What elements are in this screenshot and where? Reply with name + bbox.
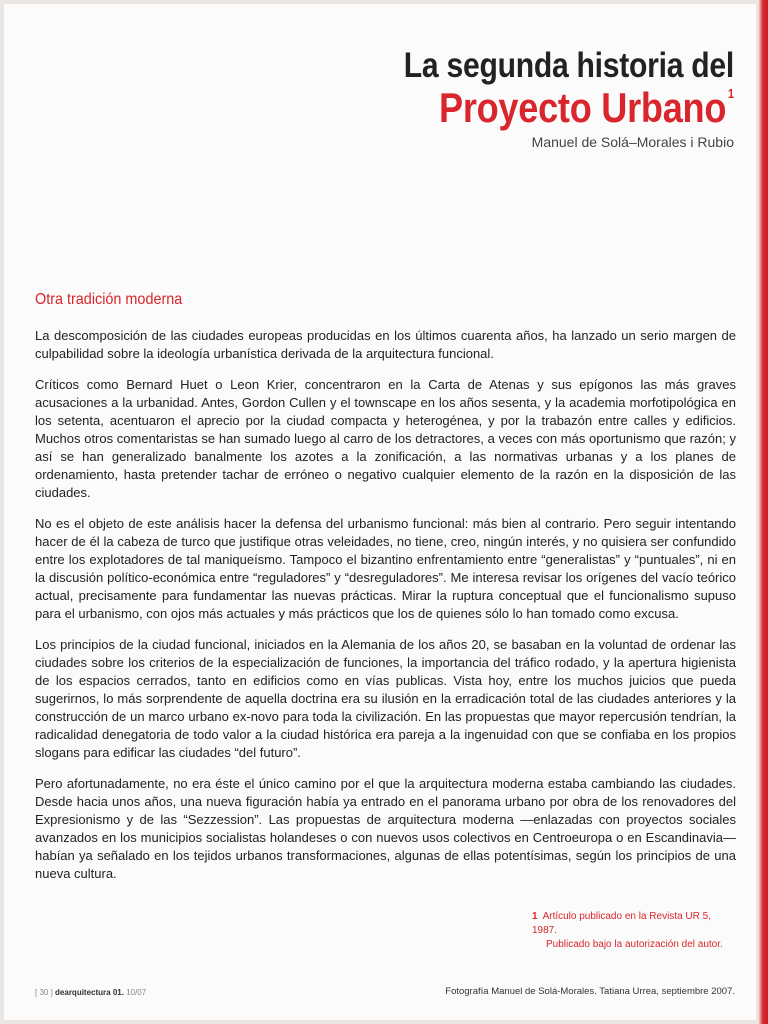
title-line-1: La segunda historia del bbox=[403, 46, 734, 85]
paragraph: La descomposición de las ciudades europeas producidas en los últimos cuarenta años, ha lanzado un serio margen de culpabilidad sobre la ideología urbanística derivada de la arquitectura funcional. bbox=[35, 328, 736, 361]
title-footnote-mark: 1 bbox=[728, 86, 734, 101]
page-edge-stripe bbox=[758, 0, 768, 1024]
footer-left bbox=[35, 988, 146, 997]
article-body bbox=[35, 327, 736, 896]
footnote bbox=[532, 910, 732, 952]
paragraph: Críticos como Bernard Huet o Leon Krier, concentraron en la Carta de Atenas y sus epígonos las más graves acusaciones a la urbanidad. Antes, Gordon Cullen y el townscape en los años sesenta, y la academia morfotipológica en los setenta, acentuaron el aprecio por la ciudad compacta y heterogénea, y por la trabazón entre calles y edificios. Muchos otros comentaristas se han sumado luego al carro de los detractores, a veces con más oportunismo que razón; y así se han generalizado banalmente los azotes a la zonificación, a las normativas urbanas y a los planes de ordenamiento, hasta pretender tachar de erróneo o negativo cualquier elemento de la razón en la disposición de las ciudades. bbox=[35, 377, 736, 500]
paragraph: Los principios de la ciudad funcional, iniciados en la Alemania de los años 20, se basaban en la voluntad de ordenar las ciudades sobre los criterios de la especialización de funciones, la importancia del tráfico rodado, y la apertura higienista de los espacios cerrados, tanto en edificios como en vías publicas. Vista hoy, entre los muchos juicios que pueda sugerirnos, lo más sorprendente de aquella doctrina era su ilusión en la erradicación total de las ciudades anteriores y la construcción de un marco urbano ex-novo para toda la civilización. En las propuestas que mayor repercusión tendrían, la radicalidad denegatoria de todo valor a la ciudad histórica era pareja a la ingenuidad con que se confiaba en los propios slogans para edificar las ciudades “del futuro”. bbox=[35, 637, 736, 760]
title-line-2 bbox=[439, 84, 734, 132]
author: Manuel de Solá–Morales i Rubio bbox=[531, 134, 734, 150]
magazine-name: dearquitectura 01. bbox=[55, 988, 124, 997]
page-number: [ 30 ] bbox=[35, 988, 53, 997]
paragraph: Pero afortunadamente, no era éste el único camino por el que la arquitectura moderna estaba cambiando las ciudades. Desde hacia unos años, una nueva figuración había ya entrado en el panorama urbano por obra de los renovadores del Expresionismo y de las “Sezzession”. Las propuestas de arquitectura moderna —enlazadas con proyectos sociales avanzados en los municipios socialistas holandeses o con nuevos usos colectivos en Centroeuropa o en Escandinavia— habían ya señalado en los tejidos urbanos transformaciones, algunas de ellas potentísimas, según los principios de una nueva cultura. bbox=[35, 776, 736, 881]
footnote-text-2: Publicado bajo la autorización del autor. bbox=[546, 939, 723, 950]
photo-credit: Fotografía Manuel de Solá-Morales. Tatiana Urrea, septiembre 2007. bbox=[445, 986, 735, 997]
section-title: Otra tradición moderna bbox=[35, 291, 183, 308]
footnote-number: 1 bbox=[532, 911, 538, 922]
title-line-2-text: Proyecto Urbano bbox=[439, 84, 727, 131]
footnote-line-1 bbox=[532, 910, 732, 938]
issue-number: 10/07 bbox=[126, 988, 147, 997]
paragraph: No es el objeto de este análisis hacer la defensa del urbanismo funcional: más bien al contrario. Pero seguir intentando hacer de él la cabeza de turco que justifique otras veleidades, no tiene, creo, ningún interés, y no quisiera ser confundido entre los explotadores de tal maniqueísmo. Tampoco el bizantino enfrentamiento entre “generalistas” y “puntuales”, ni en la discusión político-económica entre “reguladores” y “desreguladores”. Me interesa revisar los orígenes del vacío teórico actual, precisamente para fundamentar las nuevas prácticas. Mirar la ruptura conceptual que el funcionalismo supuso para el urbanismo, con ojos más actuales y más prácticos que los de quienes sólo lo han tomado como excusa. bbox=[35, 516, 736, 621]
footnote-text-1: Artículo publicado en la Revista UR 5, 1987. bbox=[532, 911, 711, 936]
